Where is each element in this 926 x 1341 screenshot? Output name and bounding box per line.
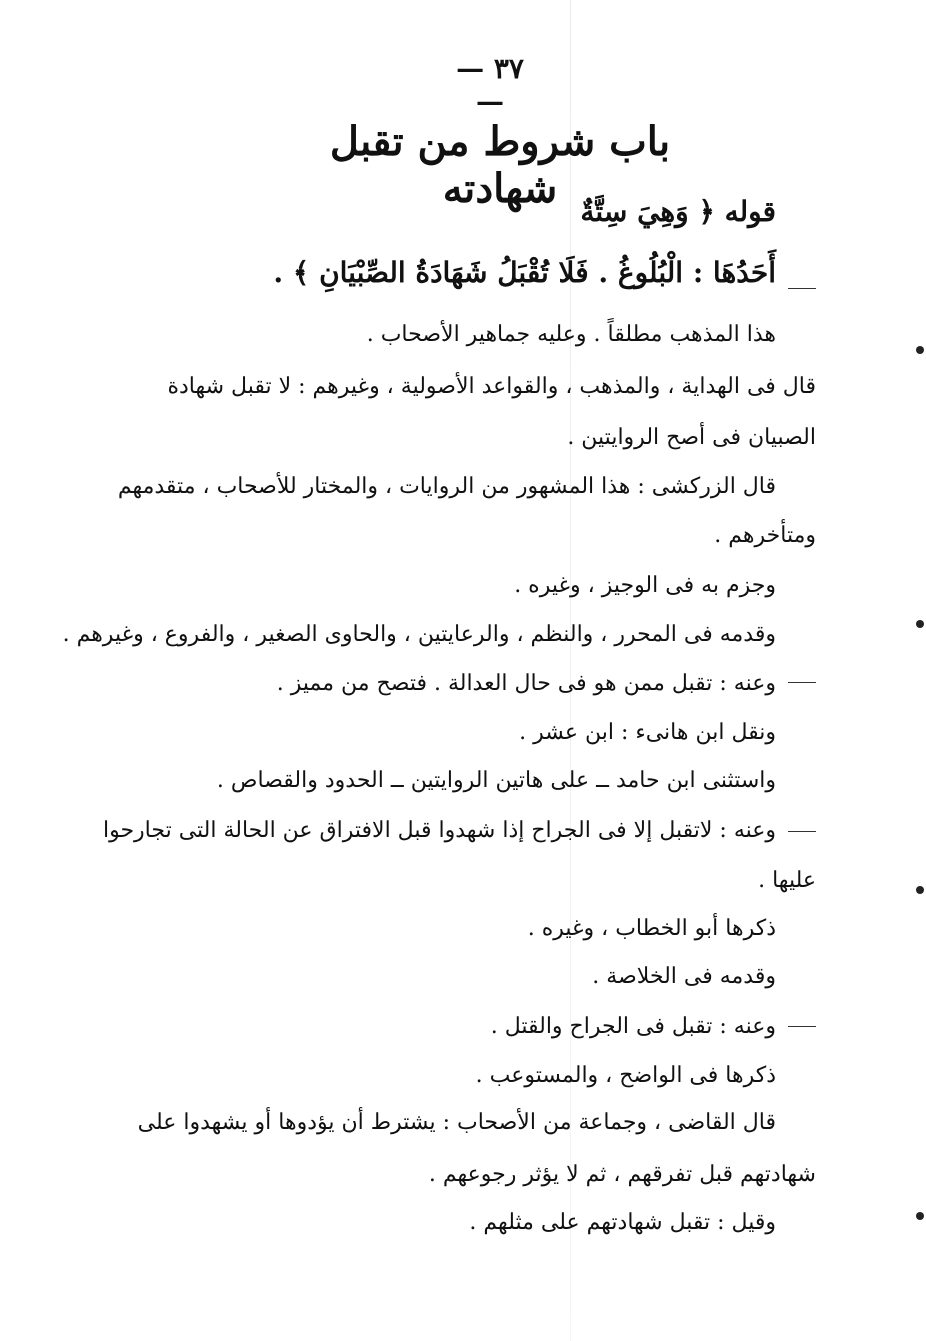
text-line: ومتأخرهم . <box>714 523 816 548</box>
edge-hole-mark <box>916 1212 924 1220</box>
text-line: قال الزركشى : هذا المشهور من الروايات ، والمختار للأصحاب ، متقدمهم <box>117 474 776 499</box>
quote-text: أَحَدُهَا : الْبُلُوغُ . فَلَا تُقْبَلُ شَهَادَةُ الصِّبْيَانِ ﴾ . <box>273 256 776 289</box>
text-line: وقدمه فى المحرر ، والنظم ، والرعايتين ، والحاوى الصغير ، والفروع ، وغيرهم . <box>62 622 776 647</box>
edge-hole-mark <box>916 886 924 894</box>
text-line: ذكرها فى الواضح ، والمستوعب . <box>475 1063 776 1088</box>
edge-hole-mark <box>916 346 924 354</box>
text-line: شهادتهم قبل تفرقهم ، ثم لا يؤثر رجوعهم . <box>428 1162 816 1187</box>
page-number: — ٣٧ — <box>456 52 524 118</box>
text-line: عليها . <box>758 868 816 893</box>
text-line: هذا المذهب مطلقاً . وعليه جماهير الأصحاب . <box>366 322 776 347</box>
chapter-title: باب شروط من تقبل شهادته <box>329 118 671 212</box>
quote-intro: قوله ﴿ وَهِيَ سِتَّةٌ <box>580 195 776 228</box>
edge-hole-mark <box>916 620 924 628</box>
text-line: قال فى الهداية ، والمذهب ، والقواعد الأصولية ، وغيرهم : لا تقبل شهادة <box>167 374 816 399</box>
text-line: وجزم به فى الوجيز ، وغيره . <box>514 573 776 598</box>
margin-dash <box>788 1026 816 1027</box>
text-line: وقدمه فى الخلاصة . <box>592 964 776 989</box>
text-line: الصبيان فى أصح الروايتين . <box>567 425 816 450</box>
text-line: ذكرها أبو الخطاب ، وغيره . <box>527 916 776 941</box>
text-line: وعنه : تقبل ممن هو فى حال العدالة . فتصح من مميز . <box>276 671 776 696</box>
margin-dash <box>788 831 816 832</box>
text-line: وقيل : تقبل شهادتهم على مثلهم . <box>469 1210 776 1235</box>
margin-dash <box>788 288 816 289</box>
text-line: ونقل ابن هانىء : ابن عشر . <box>519 720 776 745</box>
text-line: وعنه : لاتقبل إلا فى الجراح إذا شهدوا قبل الافتراق عن الحالة التى تجارحوا <box>102 818 776 843</box>
text-line: وعنه : تقبل فى الجراح والقتل . <box>490 1014 776 1039</box>
text-line: قال القاضى ، وجماعة من الأصحاب : يشترط أن يؤدوها أو يشهدوا على <box>137 1110 776 1135</box>
text-line: واستثنى ابن حامد ــ على هاتين الروايتين ــ الحدود والقصاص . <box>216 768 776 793</box>
margin-dash <box>788 682 816 683</box>
